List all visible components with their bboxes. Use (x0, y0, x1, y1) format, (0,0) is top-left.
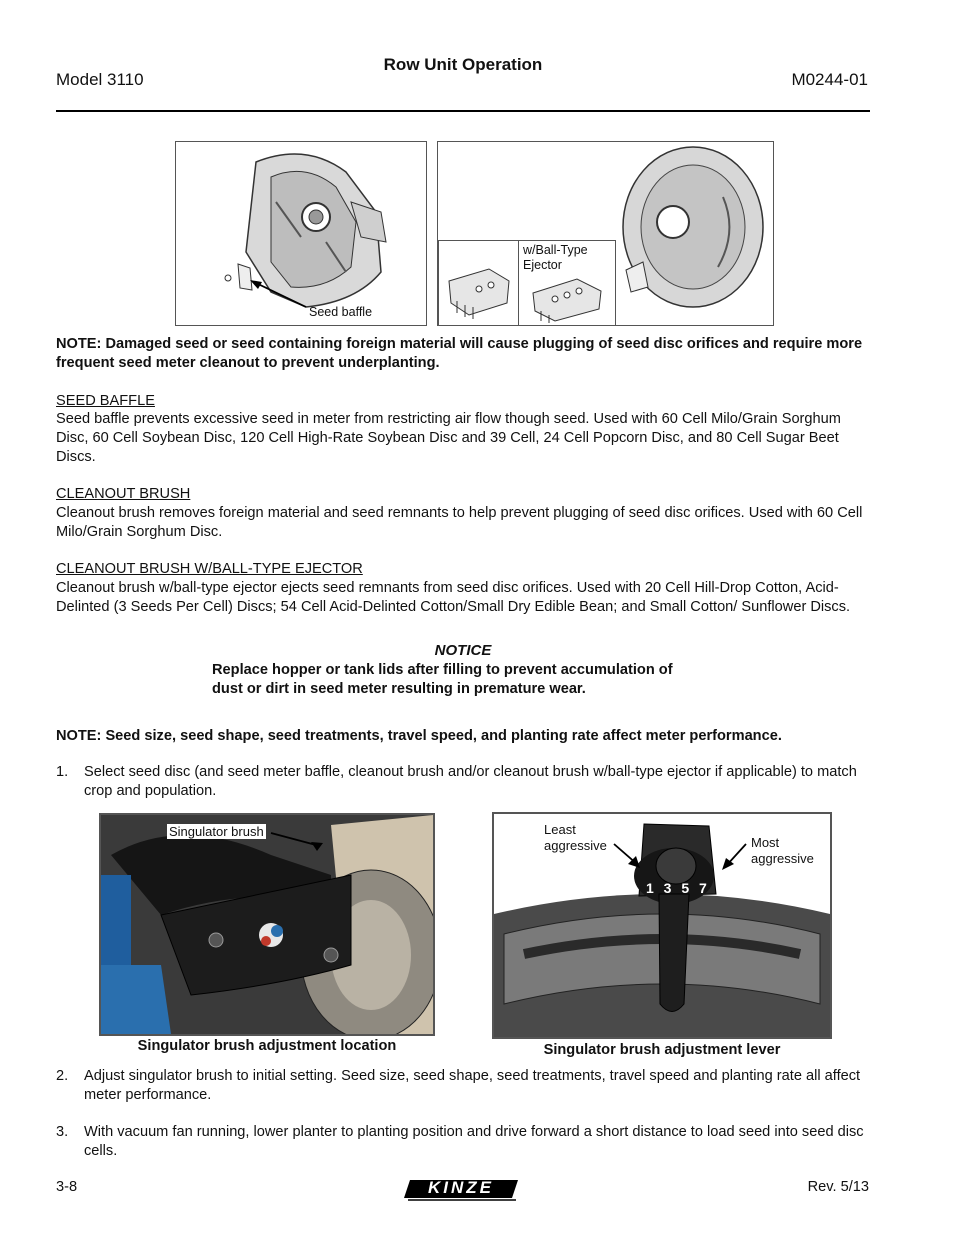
kinze-logo-text: KINZE (428, 1178, 494, 1197)
header-model: Model 3110 (56, 70, 144, 89)
most-aggressive-line2: aggressive (751, 851, 814, 866)
notice-body (212, 661, 732, 699)
most-aggressive-label (751, 835, 814, 867)
dial-numbers: 1 3 5 7 9 (646, 880, 728, 896)
seed-meter-baffle-figure (175, 141, 427, 326)
singulator-location-photo (99, 813, 435, 1036)
header-divider (56, 110, 870, 112)
section-cleanout-brush-body: Cleanout brush removes foreign material and seed remnants to help prevent plugging of seed disc orifices. Used with 60 Cell Milo/Grain Sorghum Disc. (56, 505, 863, 540)
step-1-text: Select seed disc (and seed meter baffle, cleanout brush and/or cleanout brush w/ball-type ejector if applicable) to match crop and population. (84, 764, 857, 799)
singulator-location-caption: Singulator brush adjustment location (137, 1038, 397, 1054)
step-3-number: 3. (56, 1124, 69, 1140)
section-cleanout-brush-heading: CLEANOUT BRUSH (56, 486, 191, 502)
page-title: Row Unit Operation (383, 55, 543, 74)
kinze-logo (404, 1176, 524, 1202)
singulator-brush-label: Singulator brush (169, 824, 264, 839)
seed-meter-illustration (176, 142, 426, 325)
section-seed-baffle-body: Seed baffle prevents excessive seed in meter from restricting air flow though seed. Used with 60 Cell Milo/Grain Sorghum Disc, 60 Cell Soybean Disc, 120 Cell High-Rate Soybean Disc and 39 Cell, 24 Cell Popcorn Disc, and 80 Cell Sugar Beet Discs. (56, 411, 841, 465)
ejector-label-line2: Ejector (523, 258, 562, 272)
notice-line-2: dust or dirt in seed meter resulting in premature wear. (212, 681, 586, 697)
least-aggressive-label (544, 822, 607, 854)
least-aggressive-line1: Least (544, 822, 576, 837)
least-aggressive-line2: aggressive (544, 838, 607, 853)
ball-ejector-inset (518, 240, 616, 326)
seed-baffle-label: Seed baffle (309, 305, 373, 319)
notice-line-1: Replace hopper or tank lids after filling to prevent accumulation of (212, 662, 673, 678)
ejector-label-line1: w/Ball-Type (523, 243, 588, 257)
cleanout-brush-part-icon (439, 241, 519, 325)
section-ball-ejector-body: Cleanout brush w/ball-type ejector ejects seed remnants from seed disc orifices. Used with 20 Cell Hill-Drop Cotton, Acid-Delinted (3 Seeds Per Cell) Discs; 54 Cell Acid-Delinted Cotton/Small Dry Edible Bean; and Small Cotton/ Sunflower Discs. (56, 580, 851, 615)
step-3-text: With vacuum fan running, lower planter to planting position and drive forward a short distance to load seed into seed disc cells. (84, 1124, 864, 1159)
singulator-lever-caption: Singulator brush adjustment lever (543, 1042, 781, 1058)
cleanout-brush-inset (438, 240, 520, 326)
section-seed-baffle-heading: SEED BAFFLE (56, 393, 155, 409)
planter-row-unit-image (101, 815, 433, 1034)
note-seed-size: NOTE: Seed size, seed shape, seed treatments, travel speed, and planting rate affect meter performance. (56, 728, 782, 744)
notice-title: NOTICE (434, 642, 492, 659)
header-doc-number: M0244-01 (791, 70, 868, 89)
revision: Rev. 5/13 (807, 1179, 869, 1195)
section-ball-ejector-heading: CLEANOUT BRUSH W/BALL-TYPE EJECTOR (56, 561, 363, 577)
page-number: 3-8 (56, 1179, 78, 1195)
cleanout-brush-figure (437, 141, 774, 326)
ball-ejector-part-icon (519, 271, 615, 325)
note-damaged-seed: NOTE: Damaged seed or seed containing foreign material will cause plugging of seed disc orifices and require more frequent seed meter cleanout to prevent underplanting. (56, 336, 863, 371)
step-2-text: Adjust singulator brush to initial setting. Seed size, seed shape, seed treatments, travel speed and planting rate all affect meter performance. (84, 1068, 861, 1103)
singulator-lever-photo (492, 812, 832, 1039)
step-1-number: 1. (56, 764, 69, 780)
most-aggressive-line1: Most (751, 835, 780, 850)
step-2-number: 2. (56, 1068, 69, 1084)
